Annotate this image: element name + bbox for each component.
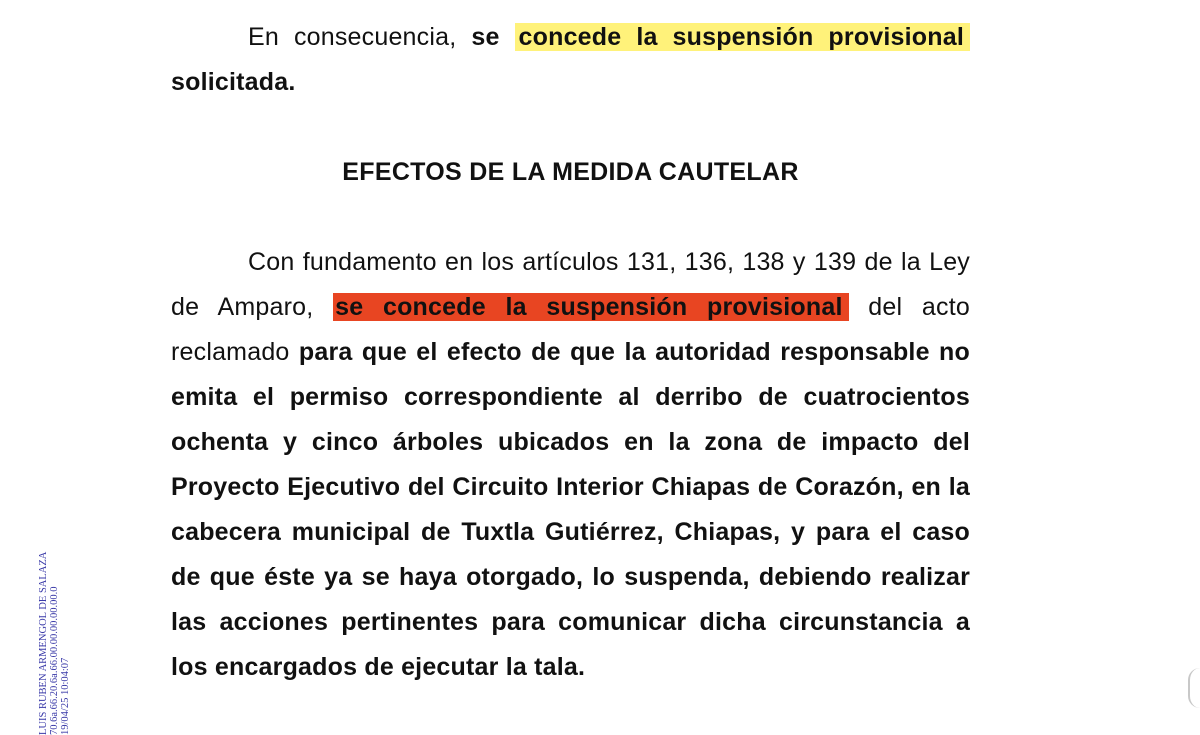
highlight-red-concede: se concede la suspensión provisional bbox=[333, 293, 849, 321]
signature-datetime: 19/04/25 10:04:07 bbox=[60, 657, 71, 735]
paragraph1-bold-lead: se bbox=[471, 23, 500, 51]
page-edge-mark bbox=[1188, 668, 1200, 708]
signature-name: LUIS RUBEN ARMENGOL DE SALAZA bbox=[38, 551, 49, 735]
paragraph2-middle: del acto reclamado bbox=[171, 293, 970, 366]
electronic-signature-stamp bbox=[38, 545, 78, 735]
highlight-yellow-concede: concede la suspensión provisional bbox=[515, 23, 970, 51]
paragraph-consecuencia bbox=[171, 15, 970, 105]
paragraph2-intro: Con fundamento en los artículos 131, 136, 138 y 139 de la Ley de Amparo, bbox=[171, 248, 970, 321]
paragraph1-intro: En consecuencia, bbox=[248, 23, 457, 51]
paragraph2-bold-rest: para que el efecto de que la autoridad responsable no emita el permiso correspondiente al derribo de cuatrocientos ochenta y cinco árboles ubicados en la zona de impacto del Proyecto Ejecutivo del Circuito Interior Chiapas de Corazón, en la cabecera municipal de Tuxtla Gutiérrez, Chiapas, y para el caso de que éste ya se haya otorgado, lo suspenda, debiendo realizar las acciones pertinentes para comunicar dicha circunstancia a los encargados de ejecutar la tala. bbox=[171, 338, 970, 681]
paragraph1-end: solicitada. bbox=[171, 68, 296, 96]
signature-serial: 70.6a.66.20.6a.66.00.00.00.00.00.0 bbox=[49, 586, 60, 735]
section-heading: EFECTOS DE LA MEDIDA CAUTELAR bbox=[342, 158, 799, 186]
paragraph-fundamento bbox=[171, 240, 970, 690]
